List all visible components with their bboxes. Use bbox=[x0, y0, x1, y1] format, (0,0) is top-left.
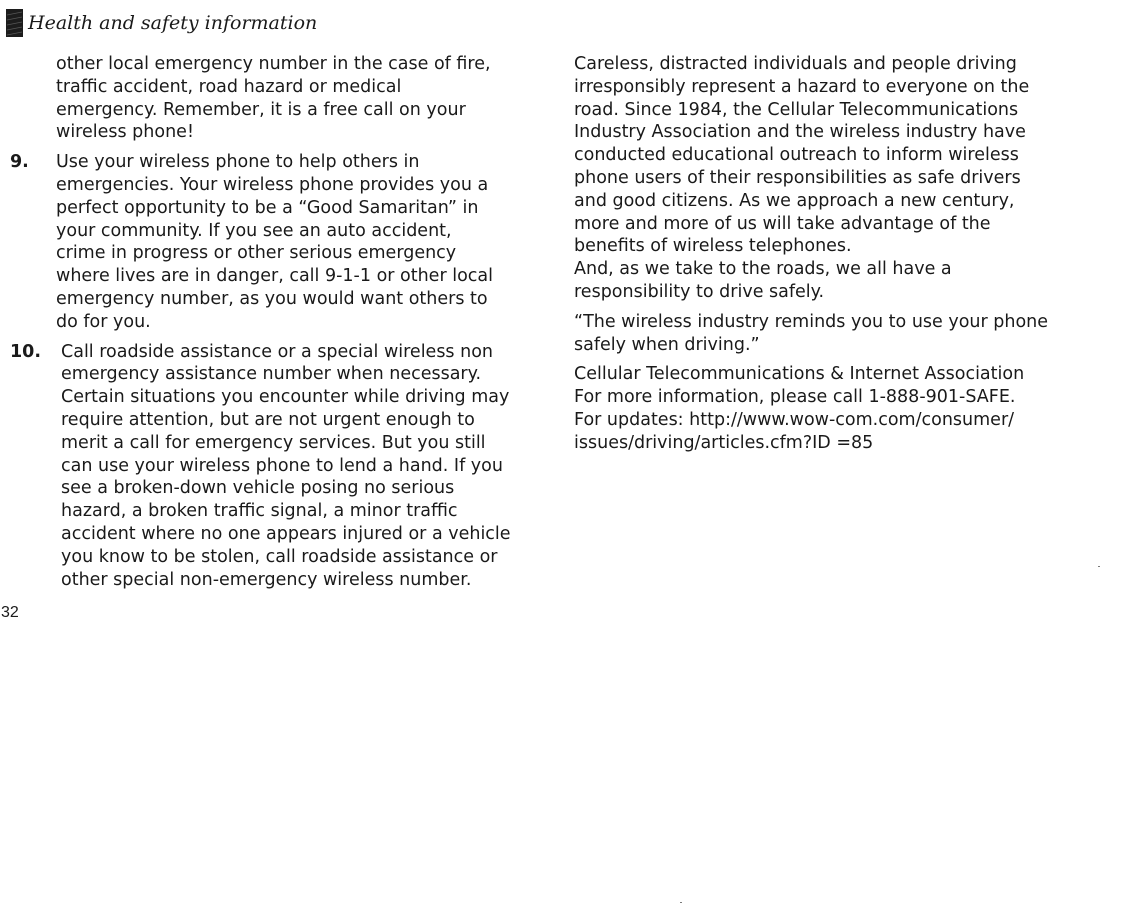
text-line: crime in progress or other serious emergency bbox=[56, 243, 457, 264]
text-line: can use your wireless phone to lend a hand. If you bbox=[61, 455, 503, 476]
text-line: other special non-emergency wireless number. bbox=[61, 569, 472, 590]
text-line: road. Since 1984, the Cellular Telecommunications bbox=[574, 99, 1019, 120]
text-line: other local emergency number in the case of fire, bbox=[56, 54, 491, 74]
quote-paragraph bbox=[574, 311, 1114, 357]
text-line: where lives are in danger, call 9-1-1 or other local bbox=[56, 266, 493, 287]
text-line: emergency assistance number when necessary. bbox=[61, 364, 482, 385]
text-line: traffic accident, road hazard or medical bbox=[56, 76, 402, 97]
text-line: phone users of their responsibilities as safe drivers bbox=[574, 167, 1021, 188]
text-line: do for you. bbox=[56, 311, 151, 332]
text-line: benefits of wireless telephones. bbox=[574, 236, 852, 257]
page-number: 32 bbox=[1, 604, 19, 621]
text-line: For updates: http://www.wow-com.com/consumer/ bbox=[574, 409, 1015, 430]
text-line: Call roadside assistance or a special wireless non bbox=[61, 341, 494, 362]
text-line: emergency. Remember, it is a free call on your bbox=[56, 99, 466, 120]
text-line: Careless, distracted individuals and people driving bbox=[574, 54, 1017, 74]
text-line: hazard, a broken traffic signal, a minor traffic bbox=[61, 501, 458, 522]
text-line: and good citizens. As we approach a new century, bbox=[574, 190, 1015, 211]
text-line: emergency number, as you would want others to bbox=[56, 288, 488, 309]
section-tab-icon bbox=[3, 8, 25, 38]
text-line: issues/driving/articles.cfm?ID =85 bbox=[574, 432, 874, 453]
text-line: irresponsibly represent a hazard to everyone on the bbox=[574, 76, 1030, 97]
text-line: merit a call for emergency services. But you still bbox=[61, 432, 486, 453]
item-number: 10. bbox=[10, 341, 42, 362]
text-line: you know to be stolen, call roadside assistance or bbox=[61, 546, 498, 567]
text-line: Certain situations you encounter while driving may bbox=[61, 387, 510, 408]
text-line: perfect opportunity to be a “Good Samaritan” in bbox=[56, 197, 479, 218]
continuation-paragraph bbox=[0, 53, 540, 144]
text-line: For more information, please call 1-888-901-SAFE. bbox=[574, 387, 1016, 408]
text-line: see a broken-down vehicle posing no serious bbox=[61, 478, 455, 499]
text-line: accident where no one appears injured or a vehicle bbox=[61, 523, 511, 544]
text-line: Cellular Telecommunications & Internet Association bbox=[574, 364, 1025, 385]
text-line: responsibility to drive safely. bbox=[574, 281, 825, 302]
text-line: wireless phone! bbox=[56, 122, 194, 143]
left-column bbox=[0, 53, 540, 591]
scan-speck bbox=[1098, 566, 1100, 567]
running-header bbox=[3, 8, 317, 38]
text-line: “The wireless industry reminds you to use your phone bbox=[574, 311, 1049, 332]
item-number: 9. bbox=[10, 152, 29, 173]
list-item-10 bbox=[0, 341, 540, 592]
text-line: emergencies. Your wireless phone provides you a bbox=[56, 174, 489, 195]
text-line: your community. If you see an auto accident, bbox=[56, 220, 452, 241]
text-line: more and more of us will take advantage of the bbox=[574, 213, 991, 234]
text-line: Use your wireless phone to help others in bbox=[56, 152, 420, 173]
text-line: safely when driving.” bbox=[574, 334, 760, 355]
section-title: Health and safety information bbox=[28, 12, 318, 34]
text-line: conducted educational outreach to inform wireless bbox=[574, 145, 1019, 166]
intro-paragraph bbox=[574, 53, 1114, 304]
text-line: And, as we take to the roads, we all have a bbox=[574, 259, 952, 280]
text-line: Industry Association and the wireless industry have bbox=[574, 122, 1026, 143]
right-column bbox=[574, 53, 1114, 455]
text-line: require attention, but are not urgent enough to bbox=[61, 409, 475, 430]
scan-speck bbox=[680, 902, 682, 903]
contact-paragraph bbox=[574, 363, 1114, 454]
list-item-9 bbox=[0, 151, 540, 333]
